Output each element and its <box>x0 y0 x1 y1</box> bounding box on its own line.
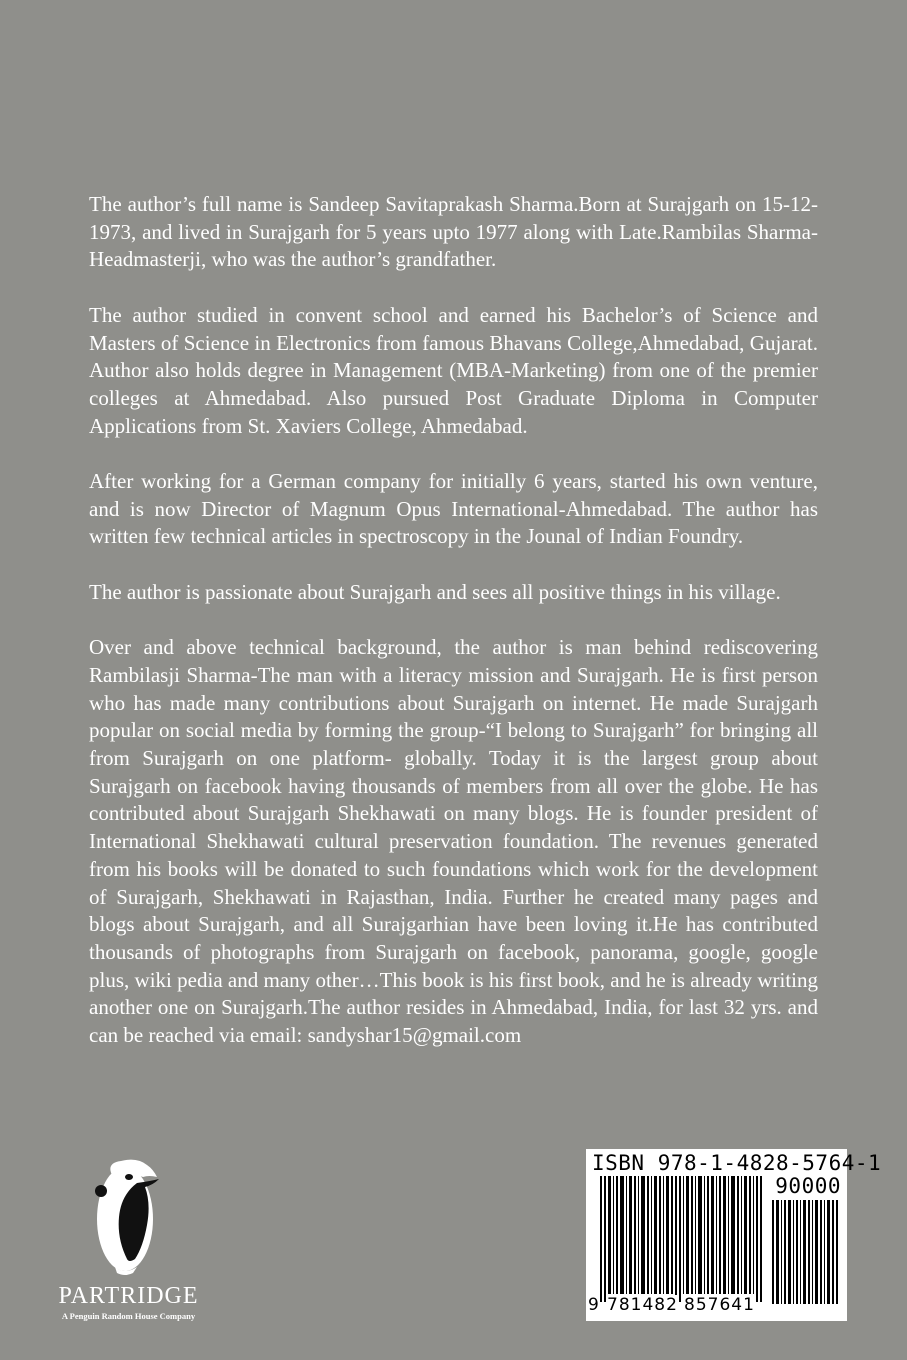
publisher-name: PARTRIDGE <box>58 1283 199 1309</box>
ean-first-digit: 9 <box>588 1295 599 1315</box>
bio-paragraph-passion: The author is passionate about Surajgarh and sees all positive things in his village. <box>89 579 781 604</box>
bio-paragraph-career: After working for a German company for initially 6 years, started his own venture, and is now Director of Magnum Opus International-Ahmedabad. The author has written few technical articles in spectroscopy in the Jounal of Indian Foundry. <box>89 469 818 549</box>
penguin-icon <box>93 1155 165 1279</box>
ean-barcode-bars <box>600 1176 766 1304</box>
bio-paragraph-name: The author’s full name is Sandeep Savitaprakash Sharma.Born at Surajgarh on 15-12-1973, and lived in Surajgarh for 5 years upto 1977 along with Late.Rambilas Sharma- Headmasterji, who was the author’s grandfather. <box>89 192 818 272</box>
bio-paragraph-contributions: Over and above technical background, the author is man behind rediscovering Rambilasji Sharma-The man with a literacy mission and Surajgarh. He is first person who has made many contributions about Surajgarh on internet. He made Surajgarh popular on social media by forming the group-“I belong to Surajgarh” for bringing all from Surajgarh on one platform- globally. Today it is the largest group about Surajgarh on facebook having thousands of members from all over the globe. He has contributed about Surajgarh Shekhawati on many blogs. He is founder president of International Shekhawati cultural preservation foundation. The revenues generated from his books will be donated to such foundations which work for the development of Surajgarh, Shekhawati in Rajasthan, India. Further he created many pages and blogs about Surajgarh, and all Surajgarhian have been loving it.He has contributed thousands of photographs from Surajgarh on facebook, panorama, google, google plus, wiki pedia and many other…This book is his first book, and he is already writing another one on Surajgarh.The author resides in Ahmedabad, India, for last 32 yrs. and can be reached via email: sandyshar15@gmail.com <box>89 635 818 1048</box>
ean-left-digits: 781482 <box>607 1295 678 1315</box>
bio-paragraph-education: The author studied in convent school and earned his Bachelor’s of Science and Masters of Science in Electronics from famous Bhavans College,Ahmedabad, Gujarat. Author also holds degree in Management (MBA-Marketing) from one of the premier colleges at Ahmedabad. Also pursued Post Graduate Diploma in Computer Applications from St. Xaviers College, Ahmedabad. <box>89 302 818 438</box>
publisher-logo <box>46 1155 211 1321</box>
publisher-tagline: A Penguin Random House Company <box>61 1311 196 1321</box>
ean-right-digits: 857641 <box>684 1295 755 1315</box>
author-bio <box>89 191 818 1050</box>
price-addon-bars <box>772 1200 840 1304</box>
price-code: 90000 <box>775 1174 841 1198</box>
isbn-barcode <box>586 1149 882 1321</box>
isbn-text: ISBN 978-1-4828-5764-1 <box>592 1151 882 1175</box>
